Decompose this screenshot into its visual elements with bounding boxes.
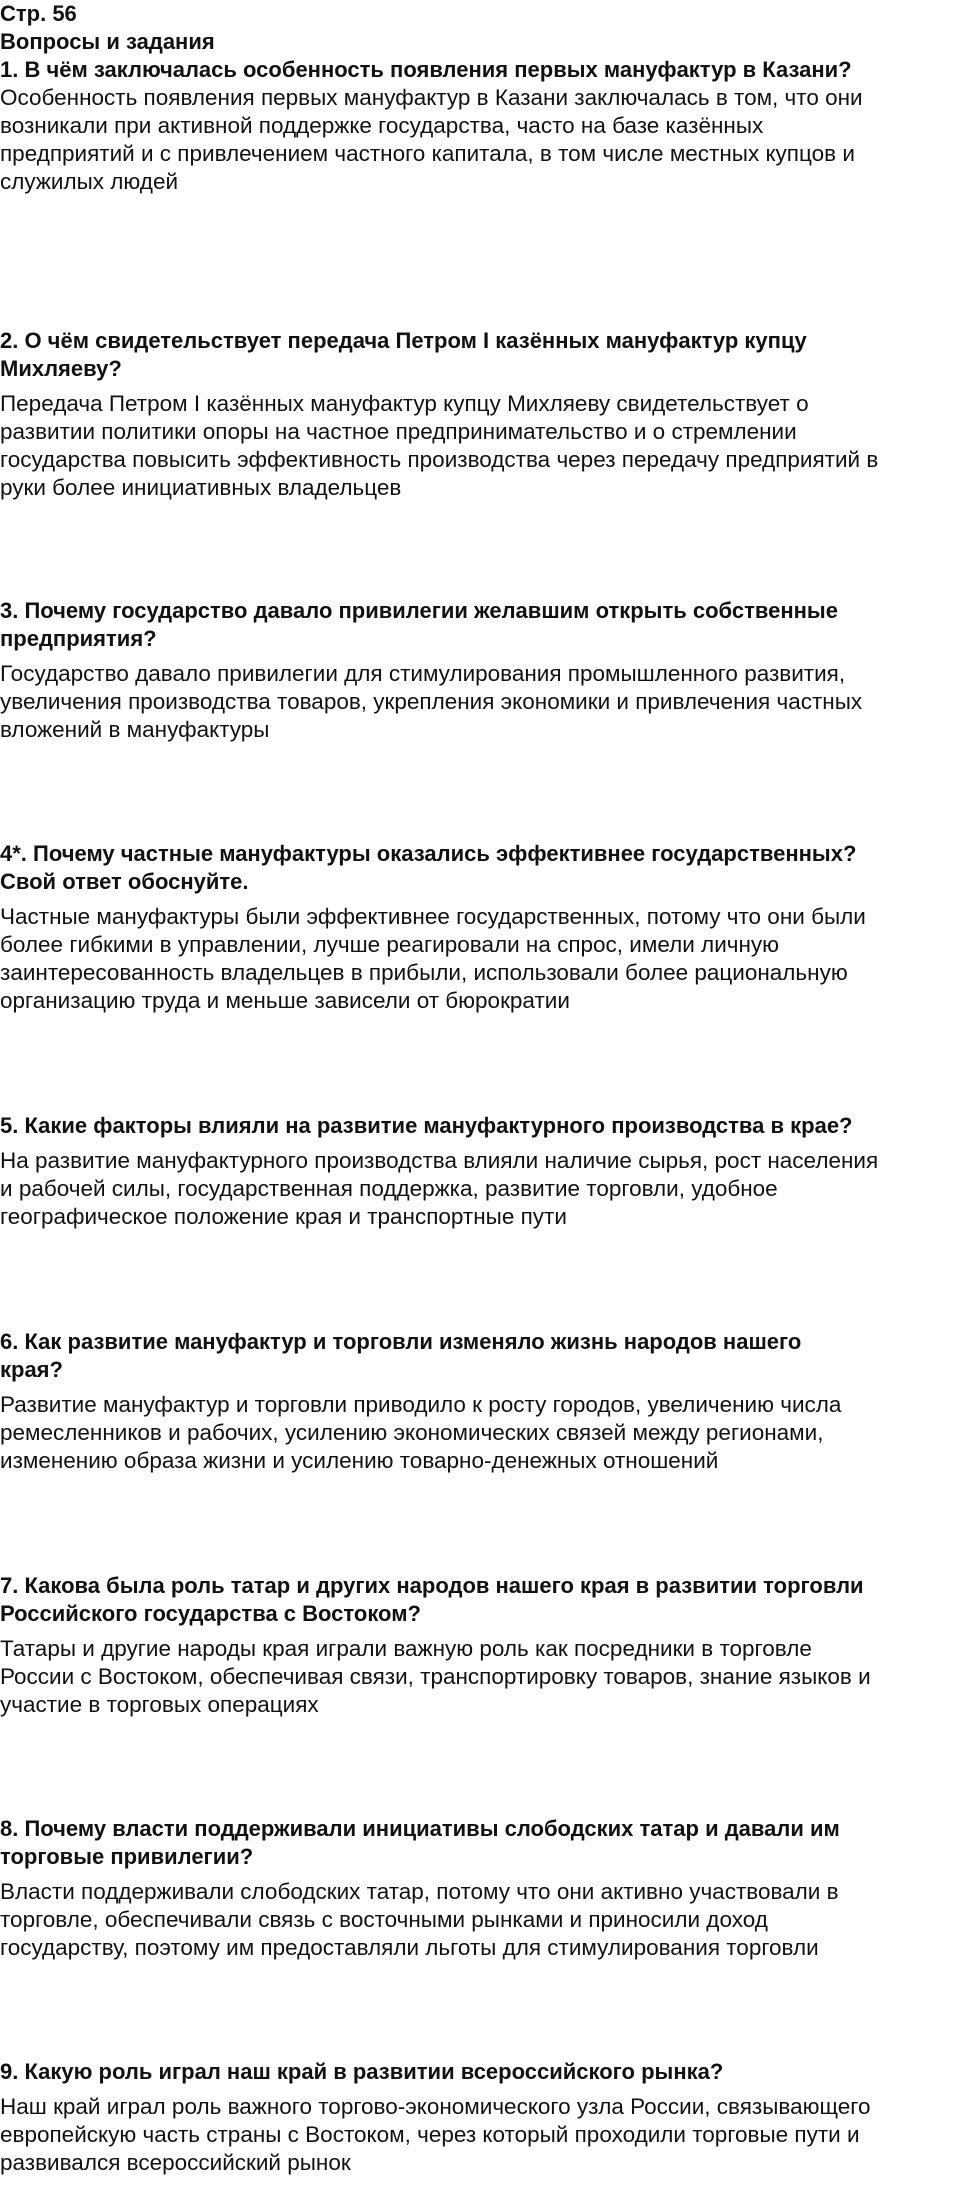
answer-3-line-3: вложений в мануфактуры	[0, 717, 270, 742]
question-4-line-1: 4*. Почему частные мануфактуры оказались эффективнее государственных?	[0, 841, 857, 866]
answer-3-line-2: увеличения производства товаров, укрепления экономики и привлечения частных	[0, 689, 863, 714]
answer-4-line-1: Частные мануфактуры были эффективнее государственных, потому что они были	[0, 904, 866, 929]
question-8-line-2: торговые привилегии?	[0, 1844, 254, 1869]
question-1-line-1: 1. В чём заключалась особенность появления первых мануфактур в Казани?	[0, 57, 852, 82]
answer-8-line-3: государству, поэтому им предоставляли льготы для стимулирования торговли	[0, 1935, 819, 1960]
answer-1-line-1: Особенность появления первых мануфактур в Казани заключалась в том, что они	[0, 85, 863, 110]
page-label: Стр. 56	[0, 1, 77, 26]
question-5-line-1: 5. Какие факторы влияли на развитие мануфактурного производства в крае?	[0, 1113, 853, 1138]
answer-7-line-3: участие в торговых операциях	[0, 1692, 319, 1717]
answer-7-line-2: России с Востоком, обеспечивая связи, транспортировку товаров, знание языков и	[0, 1664, 871, 1689]
answer-2-line-4: руки более инициативных владельцев	[0, 475, 402, 500]
answer-8-line-1: Власти поддерживали слободских татар, потому что они активно участвовали в	[0, 1879, 839, 1904]
answer-3-line-1: Государство давало привилегии для стимулирования промышленного развития,	[0, 661, 846, 686]
answer-5-line-1: На развитие мануфактурного производства влияли наличие сырья, рост населения	[0, 1148, 879, 1173]
answer-5-line-2: и рабочей силы, государственная поддержка, развитие торговли, удобное	[0, 1176, 778, 1201]
answer-7-line-1: Татары и другие народы края играли важную роль как посредники в торговле	[0, 1636, 812, 1661]
question-2-line-1: 2. О чём свидетельствует передача Петром I казённых мануфактур купцу	[0, 328, 807, 353]
answer-9-line-1: Наш край играл роль важного торгово-экономического узла России, связывающего	[0, 2094, 871, 2119]
answer-5-line-3: географическое положение края и транспортные пути	[0, 1204, 567, 1229]
question-6-line-2: края?	[0, 1357, 63, 1382]
question-9-line-1: 9. Какую роль играл наш край в развитии всероссийского рынка?	[0, 2059, 724, 2084]
answer-1-line-3: предприятий и с привлечением частного капитала, в том числе местных купцов и	[0, 141, 855, 166]
answer-8-line-2: торговле, обеспечивали связь с восточными рынками и приносили доход	[0, 1907, 768, 1932]
answer-1-line-4: служилых людей	[0, 169, 179, 194]
answer-6-line-2: ремесленников и рабочих, усилению экономических связей между регионами,	[0, 1420, 824, 1445]
answer-9-line-3: развивался всероссийский рынок	[0, 2150, 351, 2175]
answer-1-line-2: возникали при активной поддержке государства, часто на базе казённых	[0, 113, 764, 138]
answer-2-line-1: Передача Петром I казённых мануфактур купцу Михляеву свидетельствует о	[0, 391, 809, 416]
answer-6-line-1: Развитие мануфактур и торговли приводило к росту городов, увеличению числа	[0, 1392, 842, 1417]
question-7-line-1: 7. Какова была роль татар и других народов нашего края в развитии торговли	[0, 1573, 864, 1598]
question-3-line-1: 3. Почему государство давало привилегии желавшим открыть собственные	[0, 598, 838, 623]
question-3-line-2: предприятия?	[0, 626, 157, 651]
section-title: Вопросы и задания	[0, 29, 215, 54]
question-2-line-2: Михляеву?	[0, 356, 122, 381]
question-6-line-1: 6. Как развитие мануфактур и торговли изменяло жизнь народов нашего	[0, 1329, 802, 1354]
answer-2-line-3: государства повысить эффективность производства через передачу предприятий в	[0, 447, 879, 472]
question-4-line-2: Свой ответ обоснуйте.	[0, 869, 249, 894]
answer-4-line-2: более гибкими в управлении, лучше реагировали на спрос, имели личную	[0, 932, 780, 957]
answer-9-line-2: европейскую часть страны с Востоком, через который проходили торговые пути и	[0, 2122, 860, 2147]
answer-4-line-4: организацию труда и меньше зависели от бюрократии	[0, 988, 570, 1013]
answer-2-line-2: развитии политики опоры на частное предпринимательство и о стремлении	[0, 419, 797, 444]
question-7-line-2: Российского государства с Востоком?	[0, 1601, 421, 1626]
question-8-line-1: 8. Почему власти поддерживали инициативы слободских татар и давали им	[0, 1816, 840, 1841]
answer-4-line-3: заинтересованность владельцев в прибыли, использовали более рациональную	[0, 960, 848, 985]
answer-6-line-3: изменению образа жизни и усилению товарно-денежных отношений	[0, 1448, 719, 1473]
